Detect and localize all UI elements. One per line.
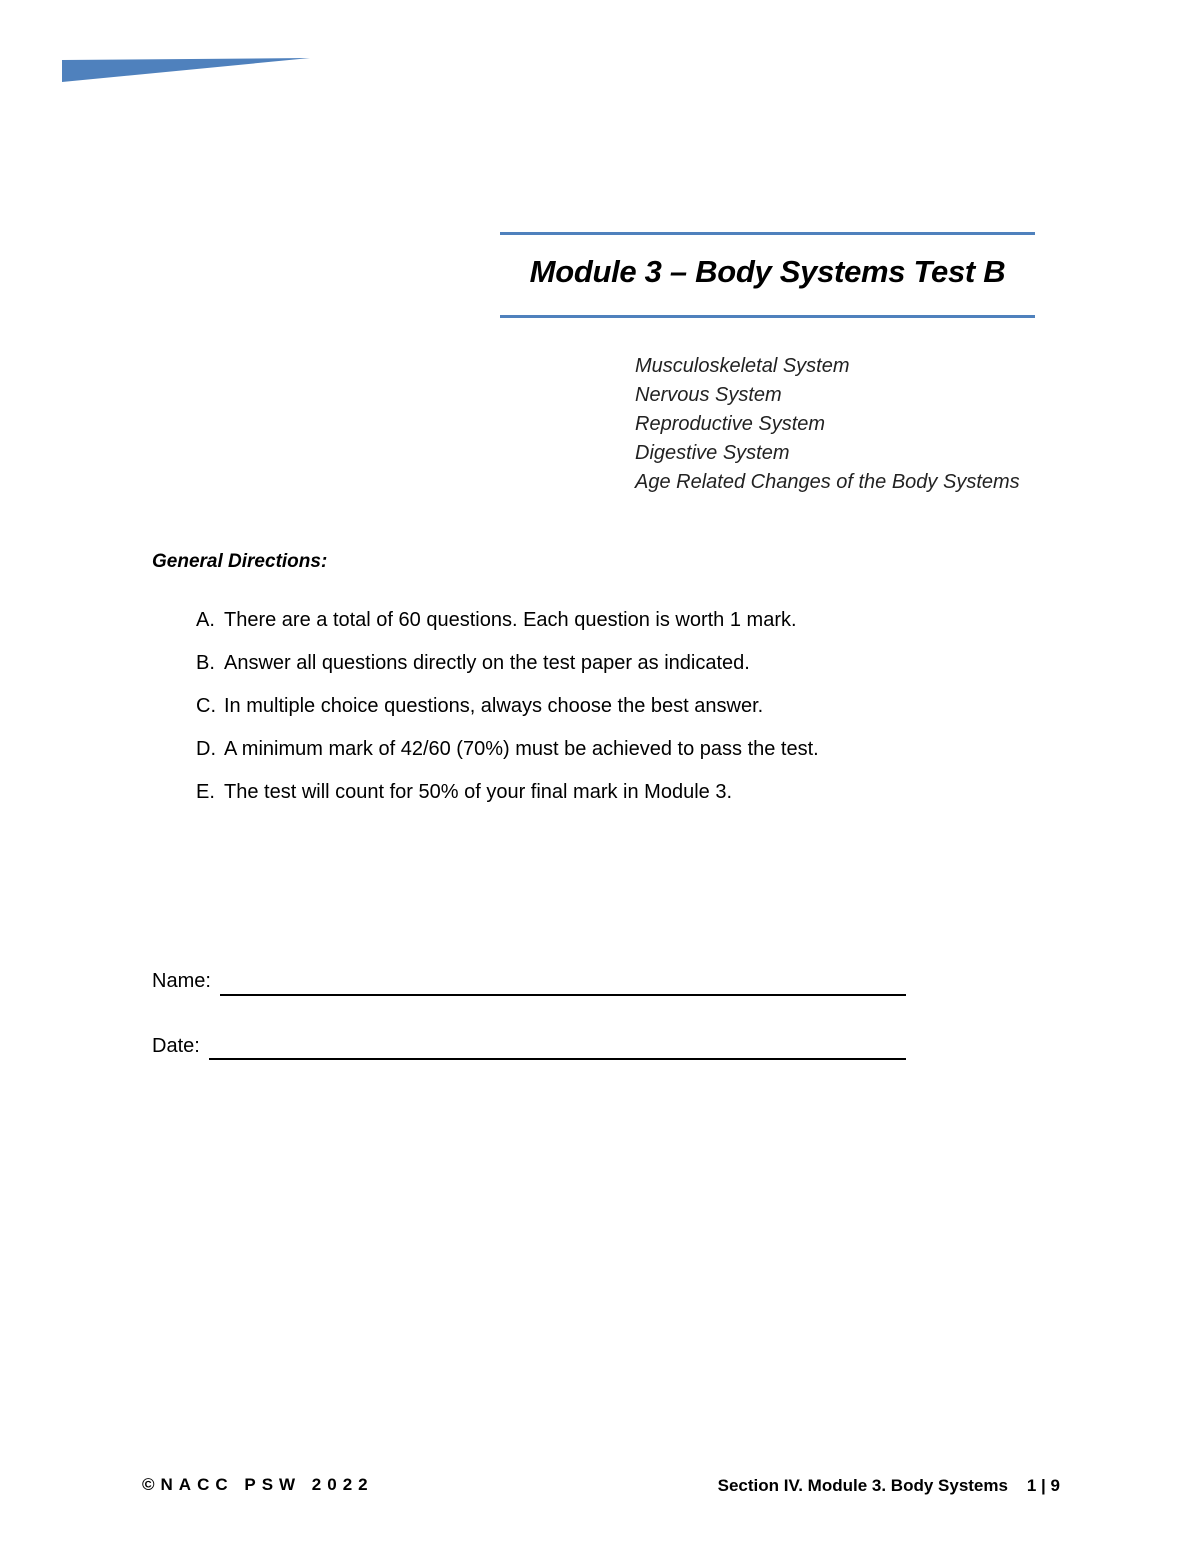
direction-item [196,735,819,778]
date-field [152,1035,200,1058]
name-input-line[interactable] [220,994,906,996]
directions-heading: General Directions: [152,551,328,572]
direction-item [196,649,819,692]
direction-letter: B. [196,652,215,674]
direction-letter: E. [196,781,215,803]
topic-item: Nervous System [635,384,782,406]
topic-item: Musculoskeletal System [635,355,850,377]
name-label: Name: [152,970,211,992]
topic-item: Reproductive System [635,413,826,435]
direction-item [196,778,819,821]
topic-item: Age Related Changes of the Body Systems [635,471,1020,493]
direction-text: In multiple choice questions, always choose the best answer. [224,695,764,717]
topic-item: Digestive System [635,442,790,464]
direction-text: There are a total of 60 questions. Each question is worth 1 mark. [224,609,797,631]
direction-item [196,606,819,649]
directions-list [196,606,819,821]
direction-item [196,692,819,735]
date-input-line[interactable] [209,1058,906,1060]
direction-text: The test will count for 50% of your final mark in Module 3. [224,781,733,803]
title-rule-top [500,232,1035,235]
header-wedge-graphic [62,58,310,82]
title-rule-bottom [500,315,1035,318]
footer-copyright: ©NACC PSW 2022 [142,1475,374,1494]
date-label: Date: [152,1035,200,1057]
page-title: Module 3 – Body Systems Test B [529,254,1006,289]
footer-section-info [718,1476,1060,1496]
topic-list [635,352,1020,497]
direction-letter: A. [196,609,215,631]
footer-page-number: 1 | 9 [1026,1476,1060,1495]
direction-text: Answer all questions directly on the test paper as indicated. [224,652,750,674]
direction-text: A minimum mark of 42/60 (70%) must be achieved to pass the test. [224,738,819,760]
name-field [152,970,211,993]
footer-section: Section IV. Module 3. Body Systems [717,1476,1008,1495]
direction-letter: D. [196,738,216,760]
direction-letter: C. [196,695,216,717]
